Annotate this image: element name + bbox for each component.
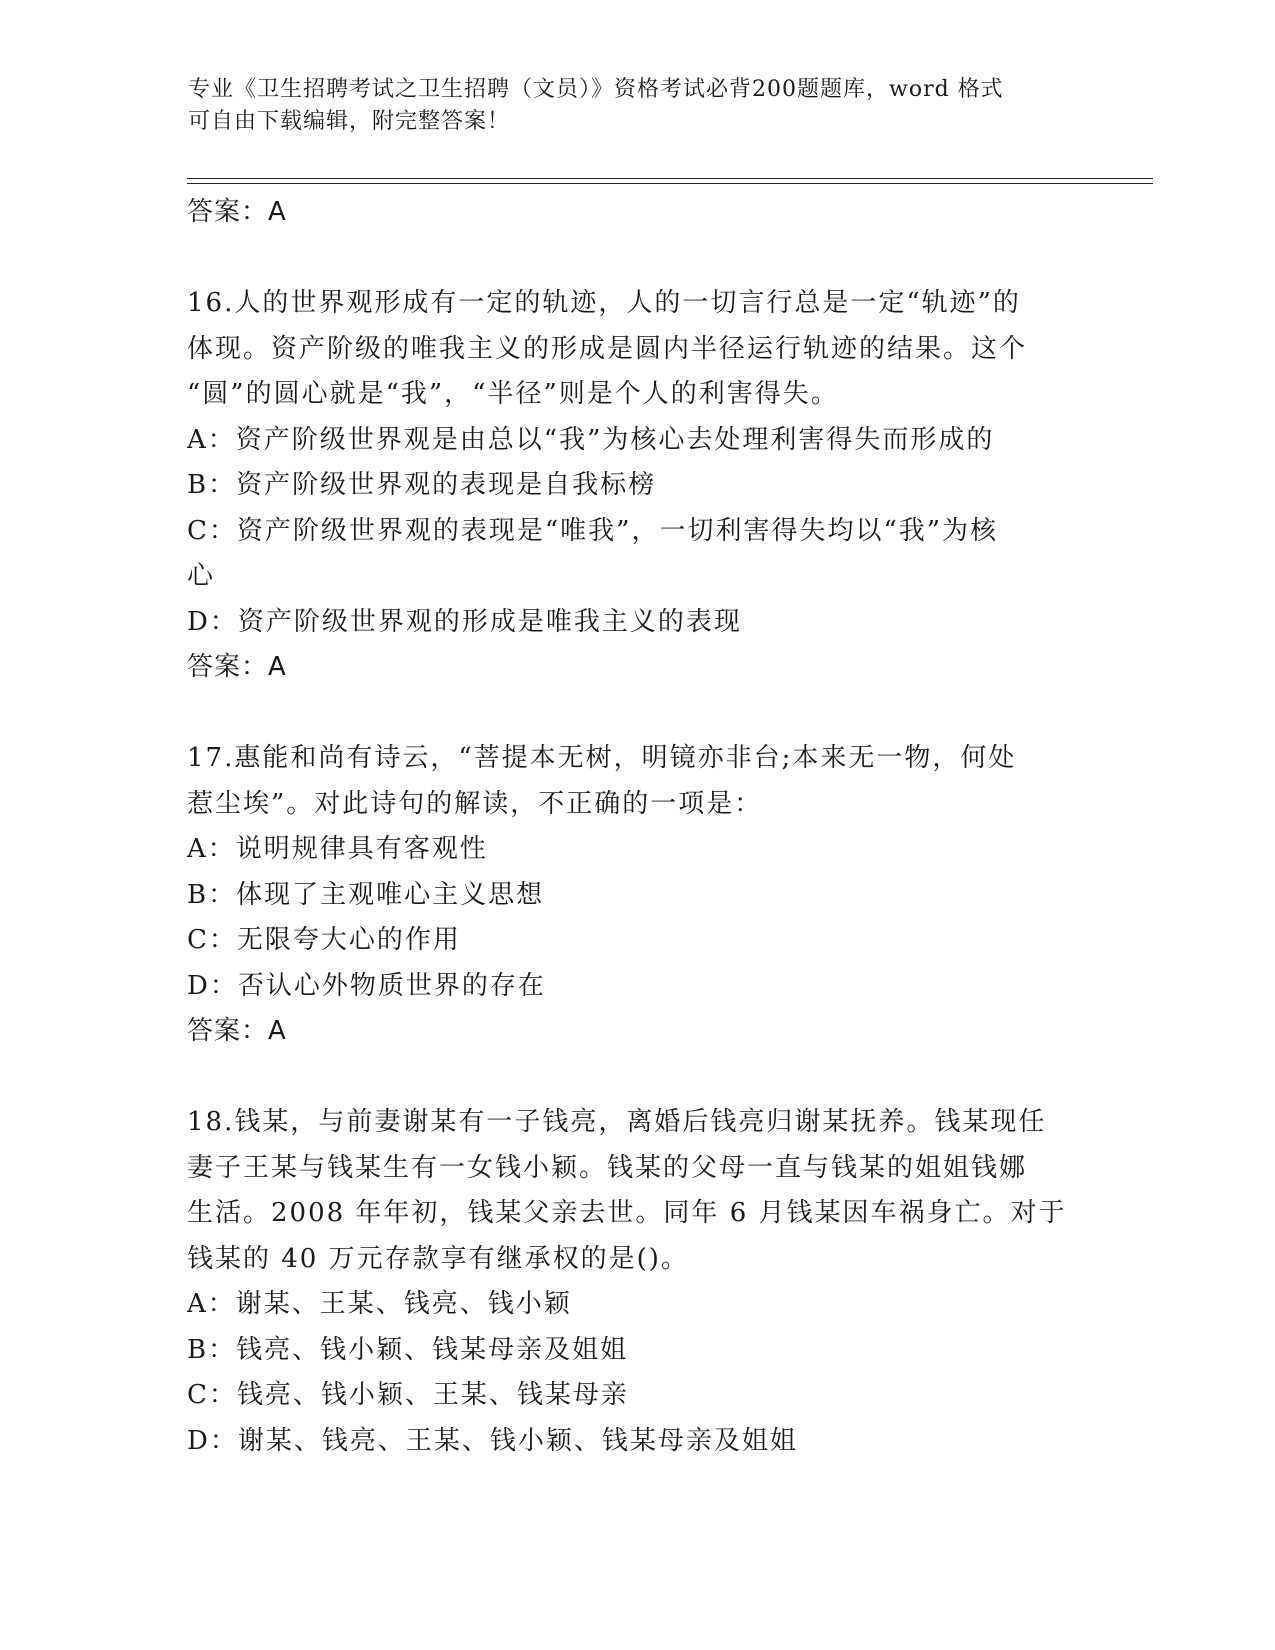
header-line-1: 专业《卫生招聘考试之卫生招聘（文员）》资格考试必背200题题库，word 格式 — [188, 77, 1004, 102]
question-16 — [187, 281, 1087, 691]
option-a: A：资产阶级世界观是由总以“我”为核心去处理利害得失而形成的 — [187, 424, 995, 455]
answer: 答案：A — [187, 1016, 287, 1046]
question-stem-line: 16.人的世界观形成有一定的轨迹，人的一切言行总是一定“轨迹”的 — [187, 288, 1021, 318]
question-stem-line: 17.惠能和尚有诗云，“菩提本无树，明镜亦非台;本来无一物，何处 — [187, 743, 1017, 773]
option-a: A：谢某、王某、钱亮、钱小颖 — [187, 1289, 572, 1319]
option-d: D：谢某、钱亮、王某、钱小颖、钱某母亲及姐姐 — [187, 1425, 798, 1456]
question-stem-line: 惹尘埃”。对此诗句的解读，不正确的一项是： — [187, 788, 763, 819]
question-17 — [187, 736, 1087, 1055]
option-d: D：资产阶级世界观的形成是唯我主义的表现 — [187, 606, 742, 637]
option-c: C：无限夸大心的作用 — [187, 925, 461, 955]
previous-answer: 答案：A — [187, 197, 287, 227]
question-18 — [187, 1100, 1087, 1464]
header-rule-top — [187, 178, 1153, 179]
header-line-2: 可自由下载编辑，附完整答案！ — [188, 109, 511, 134]
spacer — [187, 691, 1087, 737]
question-stem-line: 18.钱某，与前妻谢某有一子钱亮，离婚后钱亮归谢某抚养。钱某现任 — [187, 1107, 1047, 1137]
question-stem-line: 生活。2008 年年初，钱某父亲去世。同年 6 月钱某因车祸身亡。对于 — [187, 1198, 1067, 1228]
answer: 答案：A — [187, 652, 287, 682]
option-b: B：钱亮、钱小颖、钱某母亲及姐姐 — [187, 1334, 629, 1365]
option-b: B：体现了主观唯心主义思想 — [187, 879, 545, 910]
question-stem-line: “圆”的圆心就是“我”，“半径”则是个人的利害得失。 — [187, 379, 839, 409]
page-header — [188, 74, 1088, 138]
option-c: C：钱亮、钱小颖、王某、钱某母亲 — [187, 1380, 629, 1410]
option-a: A：说明规律具有客观性 — [187, 834, 488, 864]
question-stem-line: 体现。资产阶级的唯我主义的形成是圆内半径运行轨迹的结果。这个 — [187, 333, 1028, 364]
spacer — [187, 236, 1087, 282]
option-b: B：资产阶级世界观的表现是自我标榜 — [187, 470, 657, 500]
option-d: D：否认心外物质世界的存在 — [187, 970, 546, 1001]
document-body — [187, 190, 1087, 1464]
question-stem-line: 钱某的 40 万元存款享有继承权的是()。 — [187, 1243, 689, 1274]
option-c: C：资产阶级世界观的表现是“唯我”，一切利害得失均以“我”为核 — [187, 515, 999, 546]
question-stem-line: 妻子王某与钱某生有一女钱小颖。钱某的父母一直与钱某的姐姐钱娜 — [187, 1152, 1028, 1183]
option-c-continued: 心 — [187, 561, 216, 591]
spacer — [187, 1055, 1087, 1101]
header-rule-bottom — [187, 183, 1153, 184]
